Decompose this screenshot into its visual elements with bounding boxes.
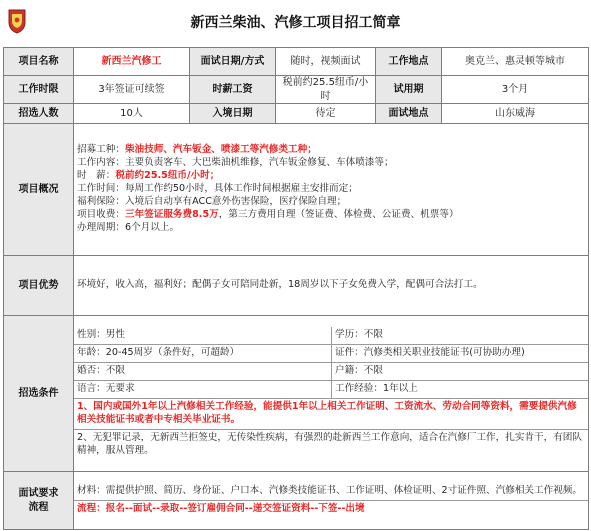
count-label: 招选人数: [4, 104, 74, 124]
table-row: [4, 124, 589, 256]
criteria-content: [74, 316, 589, 472]
overview-welfare: 福利保险：入境后自动享有ACC意外伤害保险，医疗保险自理；: [77, 195, 347, 207]
table-row: [4, 76, 589, 104]
entry-label: 入境日期: [190, 104, 276, 124]
interview-place-label: 面试地点: [376, 104, 442, 124]
criteria-gender: 性别：男性: [77, 329, 125, 341]
table-row: [4, 472, 589, 530]
criteria-language: 语言：无要求: [77, 383, 135, 395]
criteria-label: 招选条件: [4, 316, 74, 472]
overview-fee: 项目收费：三年签证服务费8.5万，第三方费用自理（签证费、体检费、公证费、机票等）: [77, 208, 459, 220]
criteria-row: [74, 327, 588, 345]
entry-value: 待定: [276, 104, 376, 124]
overview-content: [74, 124, 589, 256]
criteria-row: [74, 381, 588, 399]
criteria-education: 学历：不限: [331, 327, 588, 344]
advantage-label: 项目优势: [4, 256, 74, 316]
interview-place-value: 山东威海: [442, 104, 589, 124]
criteria-row: [74, 363, 588, 381]
advantage-content: 环境好，收入高，福利好；配偶子女可陪同赴新，18周岁以下子女免费入学，配偶可合法打工。: [74, 256, 589, 316]
table-row: [4, 104, 589, 124]
trial-value: 3个月: [442, 76, 589, 104]
table-row: [4, 316, 589, 472]
period-value: 3年签证可续签: [74, 76, 190, 104]
criteria-note-1: 1、国内或国外1年以上汽修相关工作经验，能提供1年以上相关工作证明、工资流水、劳动合同等资料，需要提供汽修相关技能证书或者中专相关毕业证书。: [74, 399, 588, 430]
period-label: 工作时限: [4, 76, 74, 104]
work-location-value: 奥克兰、惠灵顿等城市: [442, 48, 589, 76]
criteria-marriage: 婚否：不限: [77, 365, 125, 377]
interview-materials: 材料：需提供护照、简历、身份证、户口本、汽修类技能证书、工作证明、体检证明、2寸证件照、汽修相关工作视频。: [74, 483, 588, 501]
project-name-value: 新西兰汽修工: [74, 48, 190, 76]
work-location-label: 工作地点: [376, 48, 442, 76]
table-row: [4, 256, 589, 316]
criteria-age: 年龄：20-45周岁（条件好，可超龄）: [77, 347, 240, 359]
interview-date-value: 随时，视频面试: [276, 48, 376, 76]
overview-duration: 办理周期：6个月以上。: [77, 221, 180, 233]
overview-label: 项目概况: [4, 124, 74, 256]
trial-label: 试用期: [376, 76, 442, 104]
overview-salary: 时 薪：税前约25.5纽币/小时；: [77, 170, 220, 182]
criteria-hukou: 户籍：不限: [331, 363, 588, 380]
salary-label: 时薪工资: [190, 76, 276, 104]
interview-content: [74, 472, 589, 530]
criteria-experience: 工作经验：1年以上: [331, 381, 588, 398]
table-row: [4, 48, 589, 76]
interview-process: 流程：报名--面试--录取--签订雇佣合同--递交签证资料--下签--出境: [77, 503, 365, 514]
overview-recruit: 招募工种：柴油技师、汽车钣金、喷漆工等汽修类工种；: [77, 144, 317, 156]
criteria-note-2: 2、无犯罪记录，无新西兰拒签史，无传染性疾病，有强烈的赴新西兰工作意向，适合在汽修厂工作，扎实肯干，有团队精神，服从管理。: [77, 431, 582, 456]
criteria-grid: [74, 327, 588, 460]
count-value: 10人: [74, 104, 190, 124]
project-name-label: 项目名称: [4, 48, 74, 76]
criteria-certificate: 证件：汽修类相关职业技能证书(可协助办理): [331, 345, 588, 362]
overview-hours: 工作时间：每周工作约50小时，具体工作时间根据雇主安排而定；: [77, 183, 358, 195]
salary-value: 税前约25.5纽币/小时: [276, 76, 376, 104]
overview-work-content: 工作内容：主要负责客车、大巴柴油机维修，汽车钣金修复、车体喷漆等；: [77, 157, 394, 169]
interview-date-label: 面试日期/方式: [190, 48, 276, 76]
criteria-row: [74, 345, 588, 363]
interview-label: 面试要求 流程: [4, 472, 74, 530]
recruitment-table: [3, 47, 589, 530]
page-title: 新西兰柴油、汽修工项目招工简章: [190, 15, 401, 31]
